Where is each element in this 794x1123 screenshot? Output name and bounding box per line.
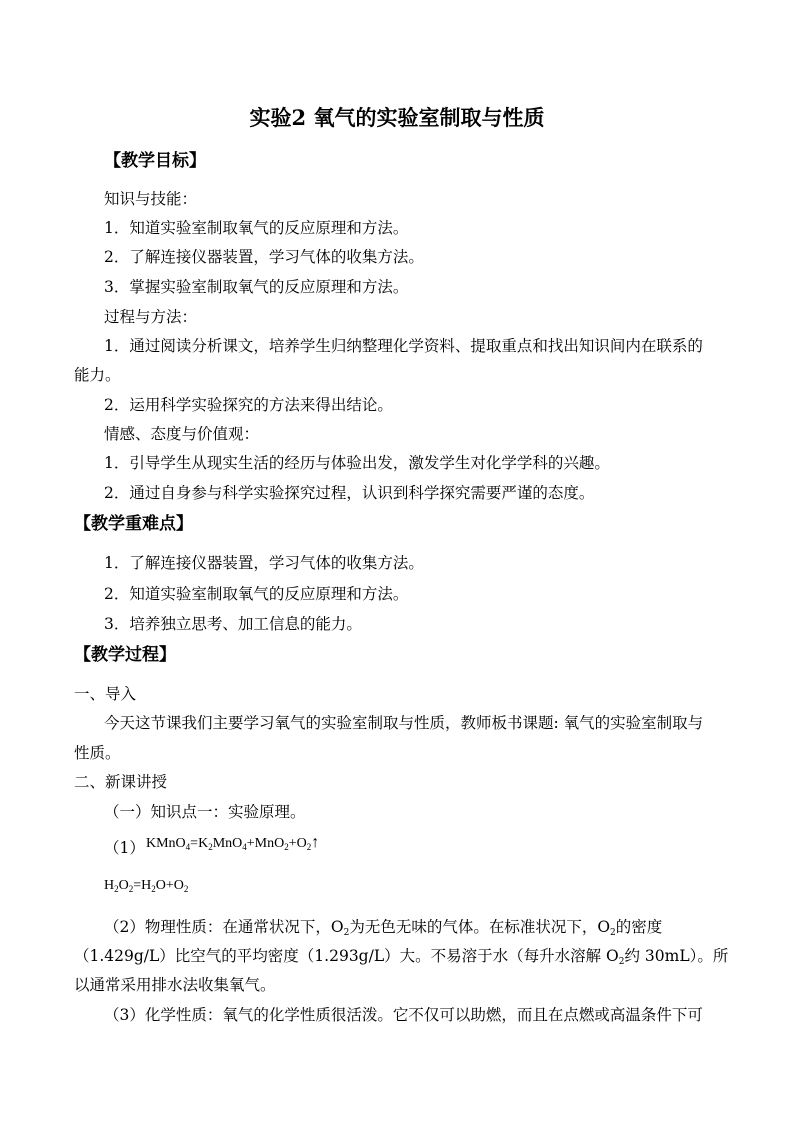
equation-kmno4-decomposition: $KMnO_4=K_2MnO_4+MnO_2+O_2↑$ [146,834,320,852]
list-item: 3．培养独立思考、加工信息的能力。 [104,615,362,633]
subheading-attitude: 情感、态度与价值观： [104,425,260,443]
equation-h2o2-decomposition: $H_2O_2=H_2O+O_2$ [104,878,189,894]
list-item: 2．知道实验室制取氧气的反应原理和方法。 [104,585,409,603]
part-heading-new-lesson: 二、新课讲授 [74,773,168,791]
page-title: 实验2 氧气的实验室制取与性质 [249,105,545,130]
list-item: 1．引导学生从现实生活的经历与体验出发，激发学生对化学学科的兴趣。 [104,454,610,472]
paragraph-line: 以通常采用排水法收集氧气。 [74,976,276,994]
subheading-knowledge: 知识与技能： [104,190,198,208]
list-item: 3．掌握实验室制取氧气的反应原理和方法。 [104,278,409,296]
part-heading-intro: 一、导入 [74,685,137,703]
section-heading-process: 【教学过程】 [74,645,176,665]
paragraph-line: 今天这节课我们主要学习氧气的实验室制取与性质，教师板书课题: 氧气的实验室制取与 [104,714,704,732]
paragraph-chemical-properties: （3）化学性质：氧气的化学性质很活泼。它不仅可以助燃，而且在点燃或高温条件下可 [104,1006,703,1024]
paragraph-line: （1.429g/L）比空气的平均密度（1.293g/L）大。不易溶于水（每升水溶解 $O_2$约 30mL）。所 [74,947,729,967]
paragraph-line: 性质。 [74,744,121,762]
list-item: 1．了解连接仪器装置，学习气体的收集方法。 [104,554,424,572]
list-item-continuation: 能力。 [74,366,121,384]
list-item: 1．知道实验室制取氧气的反应原理和方法。 [104,219,409,237]
up-arrow-icon: ↑ [311,834,320,851]
subheading-process: 过程与方法： [104,308,198,326]
list-item: 2．通过自身参与科学实验探究过程，认识到科学探究需要严谨的态度。 [104,484,595,502]
paragraph-physical-properties: （2）物理性质：在通常状况下，$O_2$为无色无味的气体。在标准状况下，$O_2$的密度 [104,918,663,938]
knowledge-point-heading: （一）知识点一：实验原理。 [104,803,306,821]
list-item: 2．运用科学实验探究的方法来得出结论。 [104,396,393,414]
section-heading-objectives: 【教学目标】 [104,151,206,171]
equation-label: （1） [104,839,145,857]
section-heading-key-points: 【教学重难点】 [74,514,193,534]
list-item: 2．了解连接仪器装置，学习气体的收集方法。 [104,248,424,266]
list-item: 1．通过阅读分析课文，培养学生归纳整理化学资料、提取重点和找出知识间内在联系的 [104,337,703,355]
